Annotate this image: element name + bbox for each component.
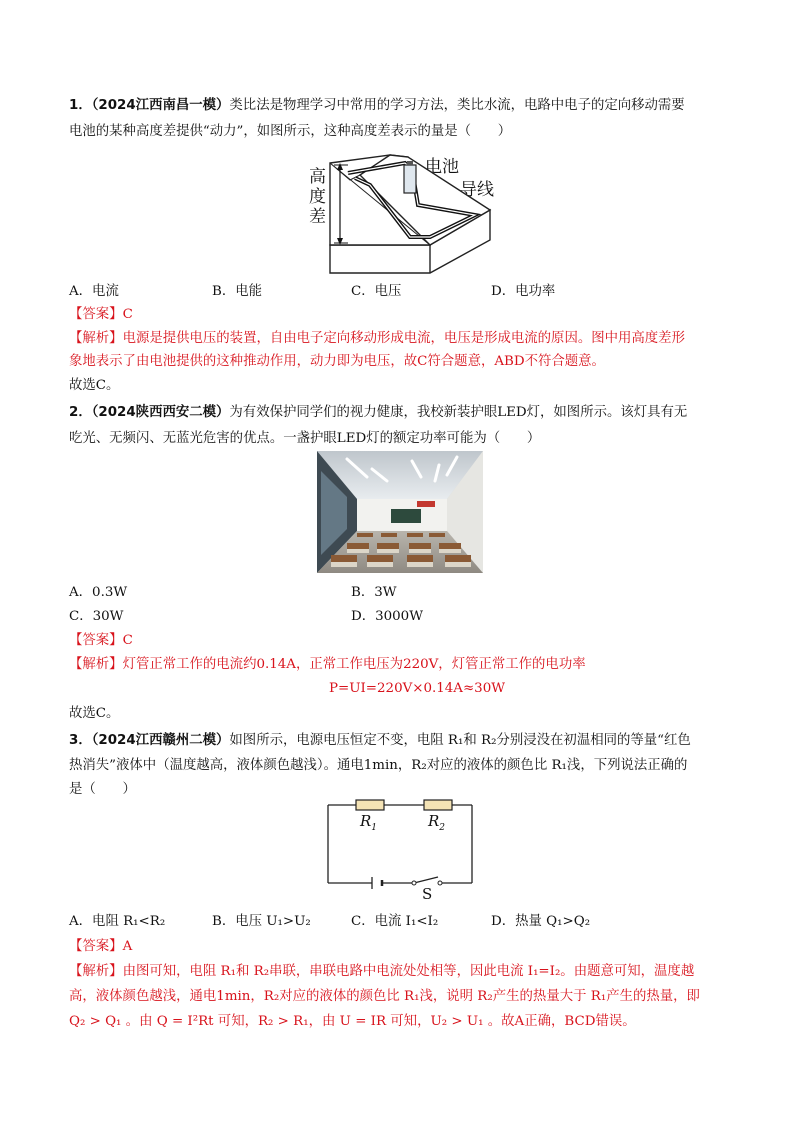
height-label: 高 度 差 [309,167,326,227]
question-source: （2024江西赣州二模） [91,733,230,748]
wire-label: 导线 [460,180,494,200]
height-difference-figure [300,145,505,275]
resistor-r1 [356,800,384,810]
question-stem: 为有效保护同学们的视力健康，我校新装护眼LED灯，如图所示。该灯具有无 [229,405,688,420]
analysis-3-line1: 【解析】由图可知，电阻 R₁和 R₂串联，串联电路中电流处处相等，因此电流 I₁=I₂。由题意可知，温度越 [69,964,695,979]
battery-label: 电池 [425,157,459,177]
option-a: A．0.3W [69,585,128,600]
circuit-diagram [320,795,480,895]
question-1-line1 [69,96,685,116]
option-a: A．电流 [69,284,119,299]
option-c: C．电压 [351,284,402,299]
option-b: B．电能 [212,284,263,299]
question-3-line3: 是（ ） [69,782,136,797]
question-3-line1 [69,731,691,751]
analysis-1-line1: 【解析】电源是提供电压的装置，自由电子定向移动形成电流，电压是形成电流的原因。图中用高度差形 [69,331,685,346]
option-c: C．30W [69,609,124,624]
answer-3: 【答案】A [69,939,133,954]
resistor-r2 [424,800,452,810]
question-source: （2024江西南昌一模） [91,98,230,113]
answer-2: 【答案】C [69,633,133,648]
question-source: （2024陕西西安二模） [91,405,230,420]
question-3-line2: 热消失”液体中（温度越高，液体颜色越浅）。通电1min，R₂对应的液体的颜色比 R₁浅，下列说法正确的 [69,758,688,773]
analysis-1-line2: 象地表示了由电池提供的这种推动作用，动力即为电压，故C符合题意，ABD不符合题意。 [69,354,605,369]
question-1-line2: 电池的某种高度差提供“动力”，如图所示，这种高度差表示的量是（ ） [69,124,512,139]
conclusion-1: 故选C。 [69,378,120,393]
question-stem: 类比法是物理学习中常用的学习方法，类比水流，电路中电子的定向移动需要 [229,98,685,113]
r2-label: $R_2$ [428,812,446,833]
analysis-3-line2: 高，液体颜色越浅，通电1min，R₂对应的液体的颜色比 R₁浅，说明 R₂产生的热量大于 R₁产生的热量，即 [69,989,700,1004]
analysis-2-formula: P=UI=220V×0.14A≈30W [329,681,505,696]
classroom-photo [317,451,483,573]
switch-label: S [422,885,433,903]
analysis-3-line3: Q₂ > Q₁ 。由 Q = I²Rt 可知，R₂ > R₁，由 U = IR 可知，U₂ > U₁ 。故A正确，BCD错误。 [69,1014,636,1029]
r1-label: $R_1$ [360,812,378,833]
option-b: B．3W [351,585,397,600]
option-b: B．电压 U₁>U₂ [212,914,311,929]
analysis-2-line1: 【解析】灯管正常工作的电流约0.14A，正常工作电压为220V，灯管正常工作的电功率 [69,657,586,672]
question-number: 2． [69,405,92,420]
option-a: A．电阻 R₁<R₂ [69,914,166,929]
question-number: 3． [69,733,92,748]
option-d: D．3000W [351,609,423,624]
question-2-line2: 吃光、无频闪、无蓝光危害的优点。一盏护眼LED灯的额定功率可能为（ ） [69,431,541,446]
option-d: D．电功率 [491,284,556,299]
question-number: 1． [69,98,92,113]
question-stem: 如图所示，电源电压恒定不变，电阻 R₁和 R₂分别浸没在初温相同的等量“红色 [229,733,691,748]
conclusion-2: 故选C。 [69,706,120,721]
option-d: D．热量 Q₁>Q₂ [491,914,591,929]
option-c: C．电流 I₁<I₂ [351,914,439,929]
answer-1: 【答案】C [69,307,133,322]
question-2-line1 [69,403,687,423]
